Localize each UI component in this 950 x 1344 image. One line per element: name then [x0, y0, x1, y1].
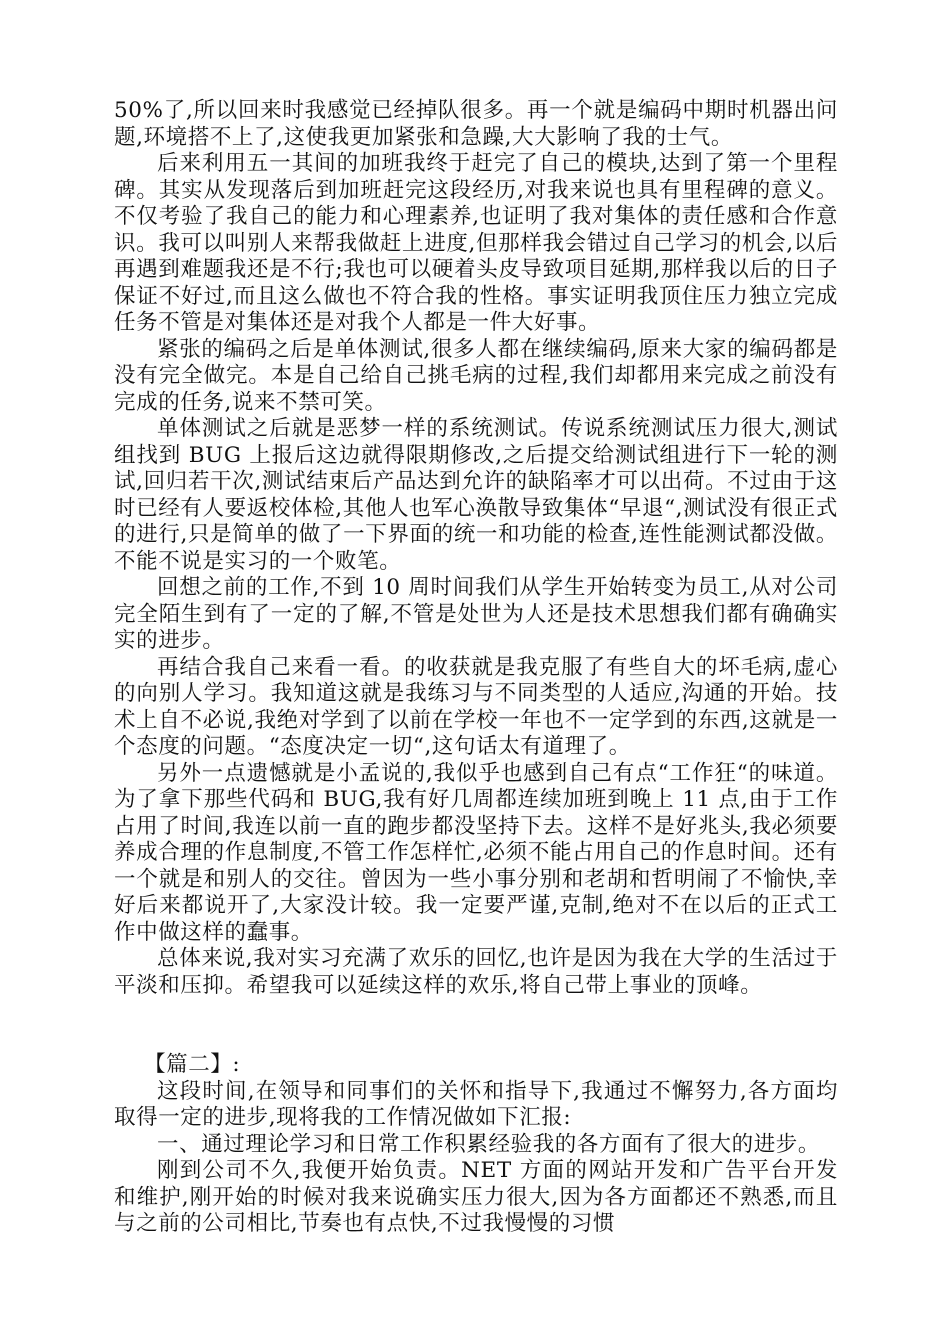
section-heading: 【篇二】:	[144, 1052, 241, 1077]
paragraph-8: 总体来说,我对实习充满了欢乐的回忆,也许是因为我在大学的生活过于平淡和压抑。希望我可以延续这样的欢乐,将自己带上事业的顶峰。	[114, 946, 838, 998]
paragraph-4: 单体测试之后就是恶梦一样的系统测试。传说系统测试压力很大,测试组找到 BUG 上报后这边就得限期修改,之后提交给测试组进行下一轮的测试,回归若干次,测试结束后产品达到允许的缺陷率才可以出荷。不过由于这时已经有人要返校体检,其他人也军心涣散导致集体“早退“,测试没有很正式的进行,只是简单的做了一下界面的统一和功能的检查,连性能测试都没做。不能不说是实习的一个败笔。	[114, 416, 838, 574]
paragraph-6: 再结合我自己来看一看。的收获就是我克服了有些自大的坏毛病,虚心的向别人学习。我知道这就是我练习与不同类型的人适应,沟通的开始。技术上自不必说,我绝对学到了以前在学校一年也不一定学到的东西,这就是一个态度的问题。“态度决定一切“,这句话太有道理了。	[114, 654, 838, 759]
paragraph-5: 回想之前的工作,不到 10 周时间我们从学生开始转变为员工,从对公司完全陌生到有了一定的了解,不管是处世为人还是技术思想我们都有确确实实的进步。	[114, 575, 838, 653]
paragraph-1: 50%了,所以回来时我感觉已经掉队很多。再一个就是编码中期时机器出问题,环境搭不上了,这使我更加紧张和急躁,大大影响了我的士气。	[114, 98, 838, 150]
document-page	[114, 98, 838, 1238]
paragraph-3: 紧张的编码之后是单体测试,很多人都在继续编码,原来大家的编码都是没有完全做完。本是自己给自己挑毛病的过程,我们却都用来完成之前没有完成的任务,说来不禁可笑。	[114, 336, 838, 415]
section2-paragraph-3: 刚到公司不久,我便开始负责。NET 方面的网站开发和广告平台开发和维护,刚开始的时候对我来说确实压力很大,因为各方面都还不熟悉,而且与之前的公司相比,节奏也有点快,不过我慢慢的习惯	[114, 1158, 838, 1236]
section2-paragraph-1: 这段时间,在领导和同事们的关怀和指导下,我通过不懈努力,各方面均取得一定的进步,现将我的工作情况做如下汇报:	[114, 1078, 838, 1130]
section2-paragraph-2: 一、通过理论学习和日常工作积累经验我的各方面有了很大的进步。	[157, 1131, 821, 1157]
paragraph-2: 后来利用五一其间的加班我终于赶完了自己的模块,达到了第一个里程碑。其实从发现落后到加班赶完这段经历,对我来说也具有里程碑的意义。不仅考验了我自己的能力和心理素养,也证明了我对集体的责任感和合作意识。我可以叫别人来帮我做赶上进度,但那样我会错过自己学习的机会,以后再遇到难题我还是不行;我也可以硬着头皮导致项目延期,那样我以后的日子保证不好过,而且这么做也不符合我的性格。事实证明我顶住压力独立完成任务不管是对集体还是对我个人都是一件大好事。	[114, 151, 838, 335]
section-gap	[114, 999, 838, 1052]
paragraph-7: 另外一点遗憾就是小孟说的,我似乎也感到自己有点“工作狂“的味道。为了拿下那些代码和 BUG,我有好几周都连续加班到晚上 11 点,由于工作占用了时间,我连以前一直的跑步都没坚持下去。这样不是好兆头,我必须要养成合理的作息制度,不管工作怎样忙,必须不能占用自己的作息时间。还有一个就是和别人的交往。曾因为一些小事分别和老胡和哲明闹了不愉快,幸好后来都说开了,大家没计较。我一定要严谨,克制,绝对不在以后的正式工作中做这样的蠢事。	[114, 760, 838, 945]
